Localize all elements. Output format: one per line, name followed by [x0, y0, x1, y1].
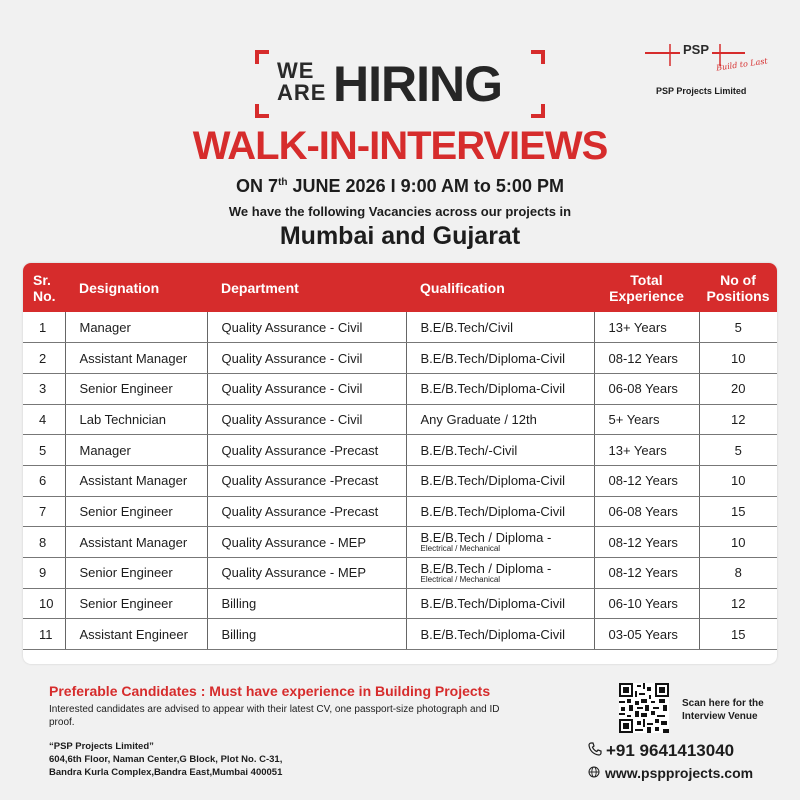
table-row [23, 496, 777, 527]
cell-qualification: B.E/B.Tech/-Civil [406, 435, 594, 466]
cell-positions: 12 [699, 588, 777, 619]
vacancies-line: We have the following Vacancies across our projects in [228, 204, 572, 219]
cell-sr: 2 [23, 343, 65, 374]
event-title: WALK-IN-INTERVIEWS [192, 124, 608, 168]
cell-experience: 08-12 Years [594, 558, 699, 589]
cell-qualification: B.E/B.Tech/Diploma-Civil [406, 343, 594, 374]
cell-designation: Senior Engineer [65, 496, 207, 527]
cell-positions: 15 [699, 496, 777, 527]
cell-department: Quality Assurance -Precast [207, 496, 406, 527]
hiring-text: HIRING [333, 56, 502, 112]
cell-sr: 6 [23, 465, 65, 496]
qualification-main: B.E/B.Tech / Diploma - [420, 530, 552, 546]
company-logo [640, 40, 770, 100]
cell-experience: 06-10 Years [594, 588, 699, 619]
cell-positions: 8 [699, 558, 777, 589]
hiring-banner [255, 50, 545, 118]
table-row [23, 435, 777, 466]
cell-department: Quality Assurance - Civil [207, 404, 406, 435]
cell-experience: 06-08 Years [594, 496, 699, 527]
address-line: Bandra Kurla Complex,Bandra East,Mumbai 400051 [49, 767, 283, 778]
cell-qualification [406, 558, 594, 589]
cell-qualification: B.E/B.Tech/Diploma-Civil [406, 373, 594, 404]
cell-designation: Assistant Manager [65, 527, 207, 558]
candidate-note: Interested candidates are advised to appear with their latest CV, one passport-size photograph and ID proof. [49, 704, 500, 728]
header-positions: No of Positions [706, 271, 770, 304]
scan-text [682, 697, 764, 723]
cell-department: Billing [207, 588, 406, 619]
address-line: “PSP Projects Limited” [49, 741, 154, 752]
cell-designation: Manager [65, 435, 207, 466]
table-row [23, 619, 777, 650]
we-are-text: WE ARE [277, 58, 327, 105]
address-line: 604,6th Floor, Naman Center,G Block, Plot No. C-31, [49, 754, 283, 765]
cell-positions: 10 [699, 465, 777, 496]
cell-designation: Senior Engineer [65, 373, 207, 404]
cell-qualification: B.E/B.Tech/Diploma-Civil [406, 619, 594, 650]
cell-department: Quality Assurance -Precast [207, 465, 406, 496]
company-name: PSP Projects Limited [656, 86, 747, 96]
banner-corner [531, 50, 545, 64]
website-link[interactable] [588, 765, 753, 781]
logo-tagline: Build to Last [715, 56, 769, 73]
date-suffix: th [278, 177, 288, 188]
cell-experience: 08-12 Years [594, 465, 699, 496]
table-row [23, 373, 777, 404]
phone-text: +91 9641413040 [606, 741, 735, 760]
cell-positions: 10 [699, 527, 777, 558]
cell-department: Quality Assurance - Civil [207, 373, 406, 404]
cell-department: Quality Assurance - MEP [207, 527, 406, 558]
cell-department: Quality Assurance - Civil [207, 312, 406, 343]
cell-sr: 11 [23, 619, 65, 650]
cell-designation: Lab Technician [65, 404, 207, 435]
cell-qualification: B.E/B.Tech/Diploma-Civil [406, 465, 594, 496]
banner-corner [255, 50, 269, 64]
cell-designation: Assistant Manager [65, 343, 207, 374]
table-row [23, 312, 777, 343]
cell-designation: Assistant Manager [65, 465, 207, 496]
cell-qualification: B.E/B.Tech/Civil [406, 312, 594, 343]
cell-experience: 13+ Years [594, 435, 699, 466]
cell-department: Quality Assurance - Civil [207, 343, 406, 374]
preferable-candidates: Preferable Candidates : Must have experience in Building Projects [49, 683, 491, 699]
cell-positions: 12 [699, 404, 777, 435]
table-row [23, 588, 777, 619]
cell-sr: 10 [23, 588, 65, 619]
cell-positions: 10 [699, 343, 777, 374]
qualification-main: B.E/B.Tech / Diploma - [420, 560, 552, 576]
cell-sr: 5 [23, 435, 65, 466]
table-header-row [23, 263, 777, 312]
cell-department: Quality Assurance -Precast [207, 435, 406, 466]
header-qualification: Qualification [420, 279, 505, 296]
scan-line: Interview Venue [682, 711, 758, 722]
qr-code-icon[interactable] [619, 683, 669, 733]
cell-qualification: Any Graduate / 12th [406, 404, 594, 435]
scan-line: Scan here for the [682, 698, 764, 709]
cell-designation: Manager [65, 312, 207, 343]
address [49, 740, 282, 779]
cell-designation: Senior Engineer [65, 558, 207, 589]
cell-positions: 20 [699, 373, 777, 404]
cell-experience: 5+ Years [594, 404, 699, 435]
cell-sr: 9 [23, 558, 65, 589]
cell-sr: 3 [23, 373, 65, 404]
cell-qualification: B.E/B.Tech/Diploma-Civil [406, 588, 594, 619]
cell-sr: 7 [23, 496, 65, 527]
event-date [0, 176, 800, 197]
table-row [23, 465, 777, 496]
cell-department: Quality Assurance - MEP [207, 558, 406, 589]
table-row [23, 558, 777, 589]
cell-positions: 15 [699, 619, 777, 650]
cell-experience: 08-12 Years [594, 343, 699, 374]
phone-number[interactable] [588, 741, 734, 761]
cell-qualification: B.E/B.Tech/Diploma-Civil [406, 496, 594, 527]
cell-positions: 5 [699, 435, 777, 466]
qualification-sub: Electrical / Mechanical [420, 574, 501, 584]
cell-qualification [406, 527, 594, 558]
qualification-sub: Electrical / Mechanical [420, 544, 501, 554]
phone-icon [588, 742, 602, 759]
vacancy-table [23, 263, 777, 664]
header-sr: Sr. No. [33, 271, 56, 304]
cell-designation: Senior Engineer [65, 588, 207, 619]
table-row [23, 527, 777, 558]
website-text: www.pspprojects.com [605, 765, 754, 781]
banner-corner [531, 104, 545, 118]
banner-corner [255, 104, 269, 118]
header-experience: Total Experience [609, 271, 684, 304]
globe-icon [588, 766, 600, 781]
cell-sr: 4 [23, 404, 65, 435]
cell-designation: Assistant Engineer [65, 619, 207, 650]
cell-experience: 03-05 Years [594, 619, 699, 650]
table-row [23, 343, 777, 374]
cell-positions: 5 [699, 312, 777, 343]
header-designation: Designation [79, 279, 160, 296]
date-rest: JUNE 2026 I 9:00 AM to 5:00 PM [287, 176, 564, 196]
table-row [23, 404, 777, 435]
cell-experience: 08-12 Years [594, 527, 699, 558]
logo-text: PSP [680, 42, 712, 57]
cell-experience: 06-08 Years [594, 373, 699, 404]
cell-sr: 8 [23, 527, 65, 558]
header-department: Department [221, 279, 299, 296]
cell-sr: 1 [23, 312, 65, 343]
cell-department: Billing [207, 619, 406, 650]
cell-experience: 13+ Years [594, 312, 699, 343]
date-prefix: ON 7 [236, 176, 279, 196]
locations: Mumbai and Gujarat [279, 222, 521, 250]
